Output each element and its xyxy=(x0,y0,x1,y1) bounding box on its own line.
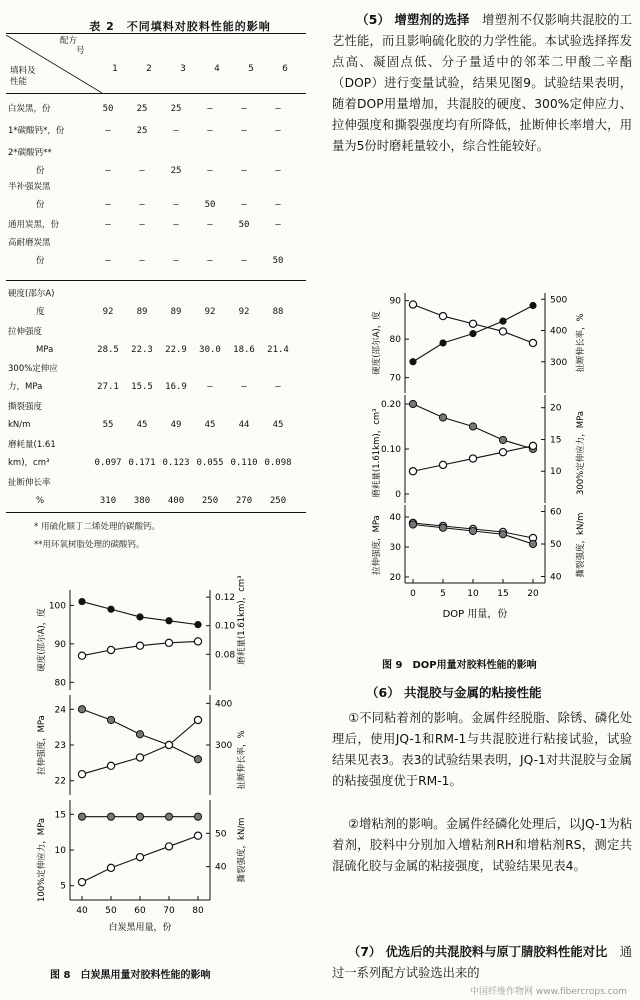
fig9-mod-tick-label: 10 xyxy=(550,467,562,478)
fig9-mod-series-point xyxy=(529,442,536,449)
table-cell: 18.6 xyxy=(233,345,255,355)
fig9-mod-series-point xyxy=(439,461,446,468)
table-cell: — xyxy=(105,220,111,230)
table-cell: 45 xyxy=(204,420,216,430)
fig9-wear-tick-label: 0.10 xyxy=(380,445,401,455)
fig8-ylabel-hardness: 硬度(邵尔A)，度 xyxy=(37,608,47,672)
fig9-tear-series-point xyxy=(469,527,476,534)
fig9-tensile-tick-label: 40 xyxy=(389,513,401,523)
fig9-wear-series-point xyxy=(469,423,476,430)
table-cell: 50 xyxy=(272,256,284,266)
fig8-tear-tick-label: 40 xyxy=(215,862,227,873)
table-cell: 92 xyxy=(238,307,250,317)
fig9-elong-series-point xyxy=(439,339,446,346)
table-column-header: 2 xyxy=(146,64,152,74)
fig8-mod-tick-label: 10 xyxy=(54,846,66,856)
table-cell: 27.1 xyxy=(97,382,119,392)
fig8-wear-series-point xyxy=(165,639,172,646)
table-cell: 45 xyxy=(272,420,284,430)
fig8-hardness-series-point xyxy=(78,598,85,605)
table-row-label: 撕裂强度 kN/m xyxy=(8,402,43,430)
fig9-wear-series-point xyxy=(499,436,506,443)
table-cell: 55 xyxy=(102,420,114,430)
table-cell: 270 xyxy=(235,496,253,506)
table-cell: — xyxy=(207,382,213,392)
fig9-mod-tick-label: 20 xyxy=(550,403,562,414)
table-cell: — xyxy=(275,382,281,392)
fig8-elong-tick-label: 400 xyxy=(215,699,233,710)
table-corner-top: 配方 号 xyxy=(60,36,85,56)
figure-8-chart xyxy=(0,560,260,960)
fig8-x-tick-label: 50 xyxy=(105,906,117,916)
table-cell: — xyxy=(207,256,213,266)
fig9-tear-tick-label: 50 xyxy=(550,540,562,550)
table-cell: — xyxy=(105,256,111,266)
fig8-wear-tick-label: 0.08 xyxy=(215,650,236,661)
watermark: 中国纤维作物网 www.fibercrops.com xyxy=(470,987,627,997)
fig8-tensile-tick-label: 23 xyxy=(54,741,66,751)
fig9-elong-series-point xyxy=(499,318,506,325)
table-cell: — xyxy=(241,166,247,176)
fig8-x-tick-label: 40 xyxy=(76,906,88,916)
fig8-tear-series-point xyxy=(136,813,143,820)
fig9-hardness-series-point xyxy=(499,328,506,335)
table-row-label: 磨耗量(1.61 km)，cm³ xyxy=(8,440,56,468)
fig8-ylabel-tear: 撕裂强度，kN/m xyxy=(237,817,247,883)
table-cell: — xyxy=(275,220,281,230)
table-cell: — xyxy=(173,126,179,136)
fig9-ylabel-wear: 磨耗量(1.61km)，cm³ xyxy=(372,408,382,498)
fig8-mod-tick-label: 5 xyxy=(60,881,66,892)
table-row-label: 2*碳酸钙** 份 xyxy=(8,148,52,176)
fig9-ylabel-tensile: 拉伸强度，MPa xyxy=(372,515,382,575)
fig8-tensile-series-point xyxy=(107,716,114,723)
table-cell: 30.0 xyxy=(199,345,221,355)
table-cell: 50 xyxy=(102,104,114,114)
table-cell: 89 xyxy=(136,307,148,317)
fig9-hardness-series-point xyxy=(409,301,416,308)
table-column-header: 1 xyxy=(112,64,118,74)
figure-9-chart xyxy=(345,283,605,648)
fig8-hardness-series-point xyxy=(165,617,172,624)
fig9-wear-series-point xyxy=(409,400,416,407)
table-top-rule xyxy=(6,33,306,34)
fig8-ylabel-elong: 扯断伸长率，% xyxy=(237,730,247,790)
table-cell: — xyxy=(173,200,179,210)
table-cell: 250 xyxy=(269,496,287,506)
fig8-wear-series-point xyxy=(78,652,85,659)
fig9-mod-series-point xyxy=(469,455,476,462)
fig8-wear-series-point xyxy=(136,642,143,649)
table-cell: — xyxy=(139,200,145,210)
fig9-wear-tick-label: 0.20 xyxy=(380,400,401,410)
table-cell: 49 xyxy=(170,420,182,430)
table-header-rule xyxy=(6,93,306,94)
fig8-x-tick-label: 70 xyxy=(163,906,175,916)
fig9-hardness-series-point xyxy=(529,339,536,346)
table-cell: — xyxy=(139,256,145,266)
table-cell: — xyxy=(275,126,281,136)
table-cell: 25 xyxy=(170,104,182,114)
fig8-ylabel-mod: 100%定伸应力，MPa xyxy=(37,817,47,903)
fig9-ylabel-tear: 撕裂强度，kN/m xyxy=(576,512,586,578)
fig8-x-tick-label: 60 xyxy=(134,906,146,916)
fig8-mod-tick-label: 15 xyxy=(54,810,66,821)
table-row-label: 半补强炭黑 份 xyxy=(8,182,51,210)
section-7-paragraph: （7） 优选后的共混胶料与原丁腈胶料性能对比 通过一系列配方试验选出来的 xyxy=(332,945,632,980)
fig9-tear-series-point xyxy=(409,521,416,528)
table-cell: 25 xyxy=(136,104,148,114)
table-cell: — xyxy=(275,166,281,176)
fig8-tensile-series-point xyxy=(136,731,143,738)
fig8-x-tick-label: 80 xyxy=(192,906,204,916)
fig9-tensile-tick-label: 20 xyxy=(389,573,401,583)
table-cell: — xyxy=(241,126,247,136)
fig8-elong-series-line xyxy=(82,720,198,774)
fig9-tear-series-point xyxy=(529,540,536,547)
table-cell: — xyxy=(139,166,145,176)
fig8-tensile-tick-label: 22 xyxy=(54,776,66,787)
fig9-mod-series-point xyxy=(499,449,506,456)
table-cell: 15.5 xyxy=(131,382,153,392)
fig8-mod-series-point xyxy=(78,879,85,886)
table-cell: — xyxy=(241,104,247,114)
section-6-paragraph-1: ①不同粘着剂的影响。金属件经脱脂、除锈、磷化处理后，使用JQ-1和RM-1与共混胶进行粘接试验，试验结果见表3。表3的试验结果表明，JQ-1对共混胶与金属的粘接强度优于RM-1。 xyxy=(332,711,632,788)
fig9-x-tick-label: 0 xyxy=(410,589,416,599)
fig8-hardness-series-point xyxy=(136,613,143,620)
table-cell: 92 xyxy=(204,307,216,317)
fig8-mod-series-point xyxy=(165,843,172,850)
fig8-hardness-tick-label: 80 xyxy=(54,678,66,689)
table-row-label: 拉伸强度 MPa xyxy=(8,327,54,355)
fig8-wear-series-point xyxy=(107,646,114,653)
section-6-paragraph-2: ②增粘剂的影响。金属件经磷化处理后，以JQ-1为粘着剂，胶料中分别加入增粘剂RH和增粘剂RS，测定共混硫化胶与金属的粘接强度，试验结果见表4。 xyxy=(332,817,632,873)
fig9-x-tick-label: 20 xyxy=(527,589,539,599)
table-column-header: 4 xyxy=(214,64,220,74)
section-5-body: 增塑剂不仅影响共混胶的工艺性能，而且影响硫化胶的力学性能。本试验选择挥发点高、凝固点低、分子量适中的邻苯二甲酸二辛酯（DOP）进行变量试验，结果见图9。试验结果表明，随着DOP用量增加，共混胶的硬度、300%定伸应力、拉伸强度和撕裂强度均有所降低，扯断伸长率增大，用量为5份时磨耗量较小，综合性能较好。 xyxy=(332,13,632,153)
fig8-tear-series-point xyxy=(107,813,114,820)
fig8-elong-series-point xyxy=(107,762,114,769)
fig9-hardness-tick-label: 90 xyxy=(389,296,401,307)
table-cell: 0.123 xyxy=(162,458,190,468)
table-cell: 22.9 xyxy=(165,345,187,355)
fig9-wear-tick-label: 0 xyxy=(395,490,401,500)
fig9-x-tick-label: 5 xyxy=(440,589,446,599)
table-column-header: 5 xyxy=(248,64,254,74)
fig8-wear-series-point xyxy=(194,638,201,645)
section-5-heading: （5） 增塑剂的选择 xyxy=(356,13,470,27)
table-row-label: 高耐磨炭黑 份 xyxy=(8,238,51,266)
fig9-ylabel-hardness: 硬度(邵尔A)，度 xyxy=(372,311,382,375)
fig8-mod-series-point xyxy=(194,832,201,839)
table-cell: 89 xyxy=(170,307,182,317)
fig9-mod-tick-label: 15 xyxy=(550,435,562,446)
table-cell: — xyxy=(275,104,281,114)
fig8-elong-tick-label: 300 xyxy=(215,741,233,751)
fig8-tear-series-point xyxy=(194,813,201,820)
fig8-wear-tick-label: 0.12 xyxy=(215,593,236,604)
fig9-ylabel-mod: 300%定伸应力，MPa xyxy=(576,410,586,496)
fig9-ylabel-elong: 扯断伸长率，% xyxy=(576,313,586,373)
fig8-wear-tick-label: 0.10 xyxy=(215,621,236,632)
table-cell: 0.171 xyxy=(128,458,156,468)
table-cell: — xyxy=(241,200,247,210)
table-cell: 28.5 xyxy=(97,345,119,355)
table-row-label: 白炭黑，份 xyxy=(8,104,51,114)
table-cell: — xyxy=(275,200,281,210)
fig8-tensile-tick-label: 24 xyxy=(54,705,66,716)
fig9-elong-series-point xyxy=(409,358,416,365)
table-cell: 0.097 xyxy=(94,458,122,468)
fig8-hardness-series-point xyxy=(194,621,201,628)
table-cell: 92 xyxy=(102,307,114,317)
table-cell: — xyxy=(207,126,213,136)
fig9-elong-tick-label: 300 xyxy=(550,357,568,368)
table-cell: 0.055 xyxy=(196,458,224,468)
table-bottom-rule xyxy=(6,512,306,513)
fig8-mod-series-point xyxy=(136,854,143,861)
table-cell: 50 xyxy=(204,200,216,210)
fig9-hardness-series-point xyxy=(439,312,446,319)
fig9-elong-series-point xyxy=(529,302,536,309)
table-cell: — xyxy=(207,220,213,230)
fig8-elong-series-point xyxy=(78,771,85,778)
table-row-label: 1*碳酸钙*，份 xyxy=(8,126,65,136)
table-title: 表 2 不同填料对胶料性能的影响 xyxy=(89,20,271,33)
fig9-tear-series-point xyxy=(439,524,446,531)
table-section-rule xyxy=(6,280,306,281)
table-cell: — xyxy=(241,256,247,266)
table-row-label: 硬度(邵尔A) 度 xyxy=(8,289,55,317)
fig9-tear-tick-label: 40 xyxy=(550,572,562,583)
table-cell: 25 xyxy=(136,126,148,136)
table-cell: — xyxy=(207,104,213,114)
fig9-tear-series-point xyxy=(499,531,506,538)
fig9-hardness-tick-label: 70 xyxy=(389,373,401,384)
table-column-header: 3 xyxy=(180,64,186,74)
table-cell: 310 xyxy=(99,496,117,506)
table-row-label: 通用炭黑，份 xyxy=(8,220,60,230)
figure-9-caption: 图 9 DOP用量对胶料性能的影响 xyxy=(382,660,537,671)
fig9-tear-tick-label: 60 xyxy=(550,507,562,518)
fig8-elong-series-point xyxy=(136,754,143,761)
table-cell: 45 xyxy=(136,420,148,430)
table-cell: — xyxy=(173,220,179,230)
section-7-heading: （7） 优选后的共混胶料与原丁腈胶料性能对比 xyxy=(348,945,608,959)
table-cell: 22.3 xyxy=(131,345,153,355)
section-5-paragraph xyxy=(332,10,632,157)
fig9-elong-tick-label: 500 xyxy=(550,295,568,306)
fig9-mod-series-point xyxy=(409,468,416,475)
table-row-label: 扯断伸长率 % xyxy=(8,478,51,506)
fig8-tear-tick-label: 50 xyxy=(215,829,227,840)
fig9-wear-series-point xyxy=(439,414,446,421)
table-cell: 50 xyxy=(238,220,250,230)
table-cell: — xyxy=(105,200,111,210)
table-cell: — xyxy=(139,220,145,230)
fig8-hardness-series-point xyxy=(107,606,114,613)
fig9-hardness-tick-label: 80 xyxy=(389,335,401,346)
fig9-x-tick-label: 15 xyxy=(497,589,509,599)
fig8-mod-series-point xyxy=(107,864,114,871)
fig8-hardness-series-line xyxy=(82,602,198,625)
table-cell: — xyxy=(105,166,111,176)
table-cell: 44 xyxy=(238,420,250,430)
table-cell: 380 xyxy=(133,496,151,506)
table-note-2: **用环氧树脂处理的碳酸钙。 xyxy=(34,540,145,550)
table-cell: 16.9 xyxy=(165,382,187,392)
fig9-elong-series-point xyxy=(469,330,476,337)
table-cell: — xyxy=(173,256,179,266)
section-6-heading: （6） 共混胶与金属的粘接性能 xyxy=(366,685,542,700)
table-cell: 0.110 xyxy=(230,458,258,468)
fig9-x-tick-label: 10 xyxy=(467,589,479,599)
figure-8-caption: 图 8 白炭黑用量对胶料性能的影响 xyxy=(50,970,211,981)
table-cell: 0.098 xyxy=(264,458,292,468)
fig9-tensile-tick-label: 30 xyxy=(389,543,401,553)
table-corner-bottom: 填料及 性能 xyxy=(10,66,36,87)
fig8-tensile-series-point xyxy=(78,706,85,713)
fig8-ylabel-tensile: 拉伸强度，MPa xyxy=(37,715,47,775)
table-note-1: * 用硫化顺丁二烯处理的碳酸钙。 xyxy=(34,522,160,532)
table-cell: 21.4 xyxy=(267,345,289,355)
fig8-tensile-series-point xyxy=(194,756,201,763)
fig9-elong-tick-label: 400 xyxy=(550,326,568,337)
table-cell: — xyxy=(241,382,247,392)
table-cell: — xyxy=(105,126,111,136)
table-cell: 250 xyxy=(201,496,219,506)
table-cell: — xyxy=(207,166,213,176)
fig8-x-label: 白炭黑用量，份 xyxy=(108,923,172,933)
fig8-tear-series-point xyxy=(78,813,85,820)
fig9-hardness-series-point xyxy=(469,320,476,327)
fig9-x-label: DOP 用量，份 xyxy=(442,609,508,620)
fig8-hardness-tick-label: 90 xyxy=(54,639,66,650)
fig8-elong-series-point xyxy=(194,716,201,723)
table-row-label: 300%定伸应 力，MPa xyxy=(8,364,58,392)
fig8-hardness-tick-label: 100 xyxy=(48,601,66,612)
table-cell: 25 xyxy=(170,166,182,176)
table-cell: 400 xyxy=(167,496,185,506)
table-column-header: 6 xyxy=(282,64,288,74)
fig8-tear-series-point xyxy=(165,813,172,820)
fig8-elong-series-point xyxy=(165,741,172,748)
table-cell: 88 xyxy=(272,307,284,317)
fig8-ylabel-wear: 磨耗量(1.61km)，cm³ xyxy=(237,575,247,665)
